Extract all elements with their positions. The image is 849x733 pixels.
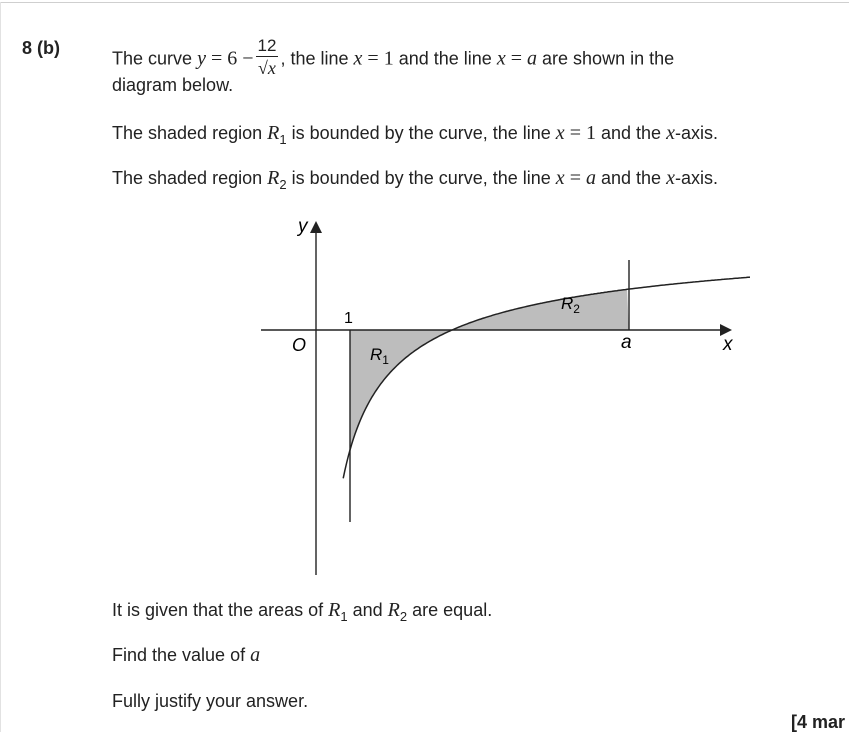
origin-label: O [292, 335, 307, 355]
region-r1-label: $R_1$ [370, 345, 389, 367]
marks-label: [4 mar [791, 712, 846, 732]
given-statement: It is given that the areas of $R_1$ and $R_2$ are equal. [112, 599, 493, 624]
y-axis-label: y [298, 216, 308, 237]
region-r1-shade [350, 330, 452, 450]
region-r2-label: $R_2$ [561, 294, 580, 316]
curve [343, 264, 750, 478]
intro-line-1: The curve y = 6 − $\frac{12}{√x}$ , the line x = 1 and the line x = a are shown in the [112, 36, 675, 78]
justify-instruction: Fully justify your answer. [112, 691, 309, 711]
region-r1-description: The shaded region $R_1$ is bounded by the curve, the line x = 1 and the x-axis. [112, 122, 718, 147]
curve-diagram [250, 210, 750, 585]
intro-line-2: diagram below. [112, 75, 234, 95]
find-instruction: Find the value of a [112, 644, 261, 666]
tick-label-1: 1 [344, 310, 353, 327]
region-r2-description: The shaded region $R_2$ is bounded by the curve, the line x = a and the x-axis. [112, 167, 718, 192]
top-border [0, 2, 849, 3]
y-axis-arrow [310, 221, 322, 233]
region-r2-shade [452, 289, 629, 330]
fraction: $\frac{12}{√x}$ [257, 36, 277, 78]
left-border [0, 2, 1, 732]
tick-label-a: a [621, 332, 632, 353]
question-number: 8 (b) [22, 38, 60, 58]
x-axis-label: x [723, 334, 733, 355]
